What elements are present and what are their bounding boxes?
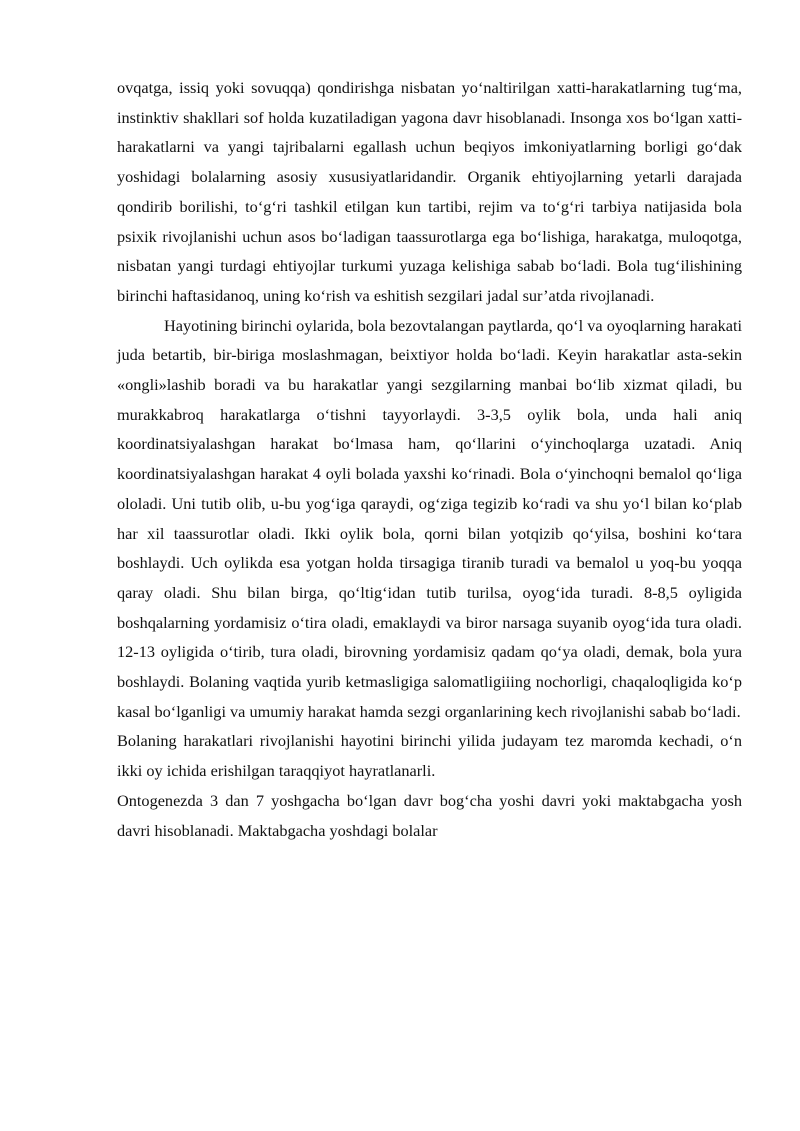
paragraph-4: Ontogenezda 3 dan 7 yoshgacha bo‘lgan davr bog‘cha yoshi davri yoki maktabgacha yosh davri hisoblanadi. Maktabgacha yoshdagi bolalar: [117, 790, 742, 840]
document-body: [117, 73, 742, 845]
paragraph-2: Hayotining birinchi oylarida, bola bezovtalangan paytlarda, qo‘l va oyoqlarning harakati juda betartib, bir-biriga moslashmagan, beixtiyor holda bo‘ladi. Keyin harakatlar asta-sekin «ongli»lashib boradi va bu harakatlar yangi sezgilarning manbai bo‘lib xizmat qiladi, bu murakkabroq harakatlarga o‘tishni tayyorlaydi. 3-3,5 oylik bola, unda hali aniq koordinatsiyalashgan harakat bo‘lmasa ham, qo‘llarini o‘yinchoqlarga uzatadi. Aniq koordinatsiyalashgan harakat 4 oyli bolada yaxshi ko‘rinadi. Bola o‘yinchoqni bemalol qo‘liga ololadi. Uni tutib olib, u-bu yog‘iga qaraydi, og‘ziga tegizib ko‘radi va shu yo‘l bilan ko‘plab har xil taassurotlar oladi. Ikki oylik bola, qorni bilan yotqizib qo‘yilsa, boshini ko‘tara boshlaydi. Uch oylikda esa yotgan holda tirsagiga tiranib turadi va bemalol u yoq-bu yoqqa qaray oladi. Shu bilan birga, qo‘ltig‘idan tutib turilsa, oyog‘ida turadi. 8-8,5 oyligida boshqalarning yordamisiz o‘tira oladi, emaklaydi va biror narsaga suyanib oyog‘ida tura oladi. 12-13 oyligida o‘tirib, tura oladi, birovning yordamisiz qadam qo‘ya oladi, demak, bola yura boshlaydi. Bolaning vaqtida yurib ketmasligiga salomatligiiing nochorligi, chaqaloqligida ko‘p kasal bo‘lganligi va umumiy harakat hamda sezgi organlarining kech rivojlanishi sabab bo‘ladi.: [117, 315, 742, 721]
paragraph-1: ovqatga, issiq yoki sovuqqa) qondirishga nisbatan yo‘naltirilgan xatti-harakatlarning tug‘ma, instinktiv shakllari sof holda kuzatiladigan yagona davr hisoblanadi. Insonga xos bo‘lgan xatti-harakatlarni va yangi tajribalarni egallash uchun beqiyos imkoniyatlarning borligi go‘dak yoshidagi bolalarning asosiy xususiyatlaridandir. Organik ehtiyojlarning yetarli darajada qondirib borilishi, to‘g‘ri tashkil etilgan kun tartibi, rejim va to‘g‘ri tarbiya natijasida bola psixik rivojlanishi uchun asos bo‘ladigan taassurotlarga ega bo‘lishiga, harakatga, muloqotga, nisbatan yangi turdagi ehtiyojlar turkumi yuzaga kelishiga sabab bo‘ladi. Bola tug‘ilishining birinchi haftasidanoq, uning ko‘rish va eshitish sezgilari jadal sur’atda rivojlanadi.: [117, 78, 742, 305]
paragraph-3: Bolaning harakatlari rivojlanishi hayotini birinchi yilida judayam tez maromda kechadi, o‘n ikki oy ichida erishilgan taraqqiyot hayratlanarli.: [117, 731, 742, 781]
